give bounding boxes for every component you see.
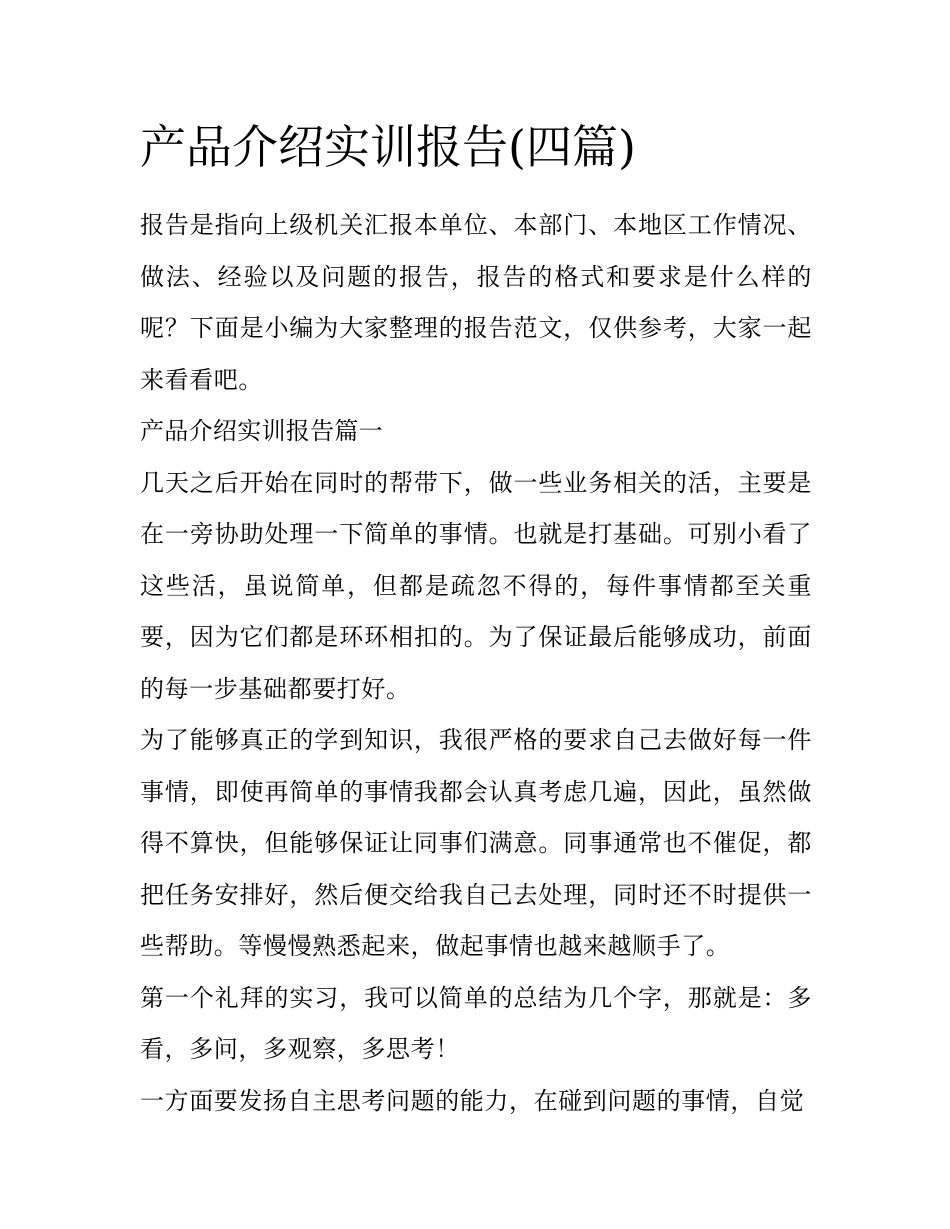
body-paragraph: 第一个礼拜的实习，我可以简单的总结为几个字，那就是：多看，多问，多观察，多思考！ — [140, 983, 812, 1063]
body-paragraph: 为了能够真正的学到知识，我很严格的要求自己去做好每一件事情，即使再简单的事情我都会认真考虑几遍，因此，虽然做得不算快，但能够保证让同事们满意。同事通常也不催促，都把任务安排好，然后便交给我自己去处理，同时还不时提供一些帮助。等慢慢熟悉起来，做起事情也越来越顺手了。 — [140, 726, 812, 960]
document-title: 产品介绍实训报告(四篇) — [140, 120, 636, 174]
document-body — [140, 116, 812, 1127]
body-paragraph: 一方面要发扬自主思考问题的能力，在碰到问题的事情，自觉 — [140, 1086, 805, 1115]
intro-paragraph: 报告是指向上级机关汇报本单位、本部门、本地区工作情况、做法、经验以及问题的报告，报告的格式和要求是什么样的呢？下面是小编为大家整理的报告范文，仅供参考，大家一起来看看吧。 — [140, 211, 812, 394]
body-paragraph: 几天之后开始在同时的帮带下，做一些业务相关的活，主要是在一旁协助处理一下简单的事情。也就是打基础。可别小看了这些活，虽说简单，但都是疏忽不得的，每件事情都至关重要，因为它们都是环环相扣的。为了保证最后能够成功，前面的每一步基础都要打好。 — [140, 468, 812, 703]
section-heading: 产品介绍实训报告篇一 — [140, 417, 383, 445]
